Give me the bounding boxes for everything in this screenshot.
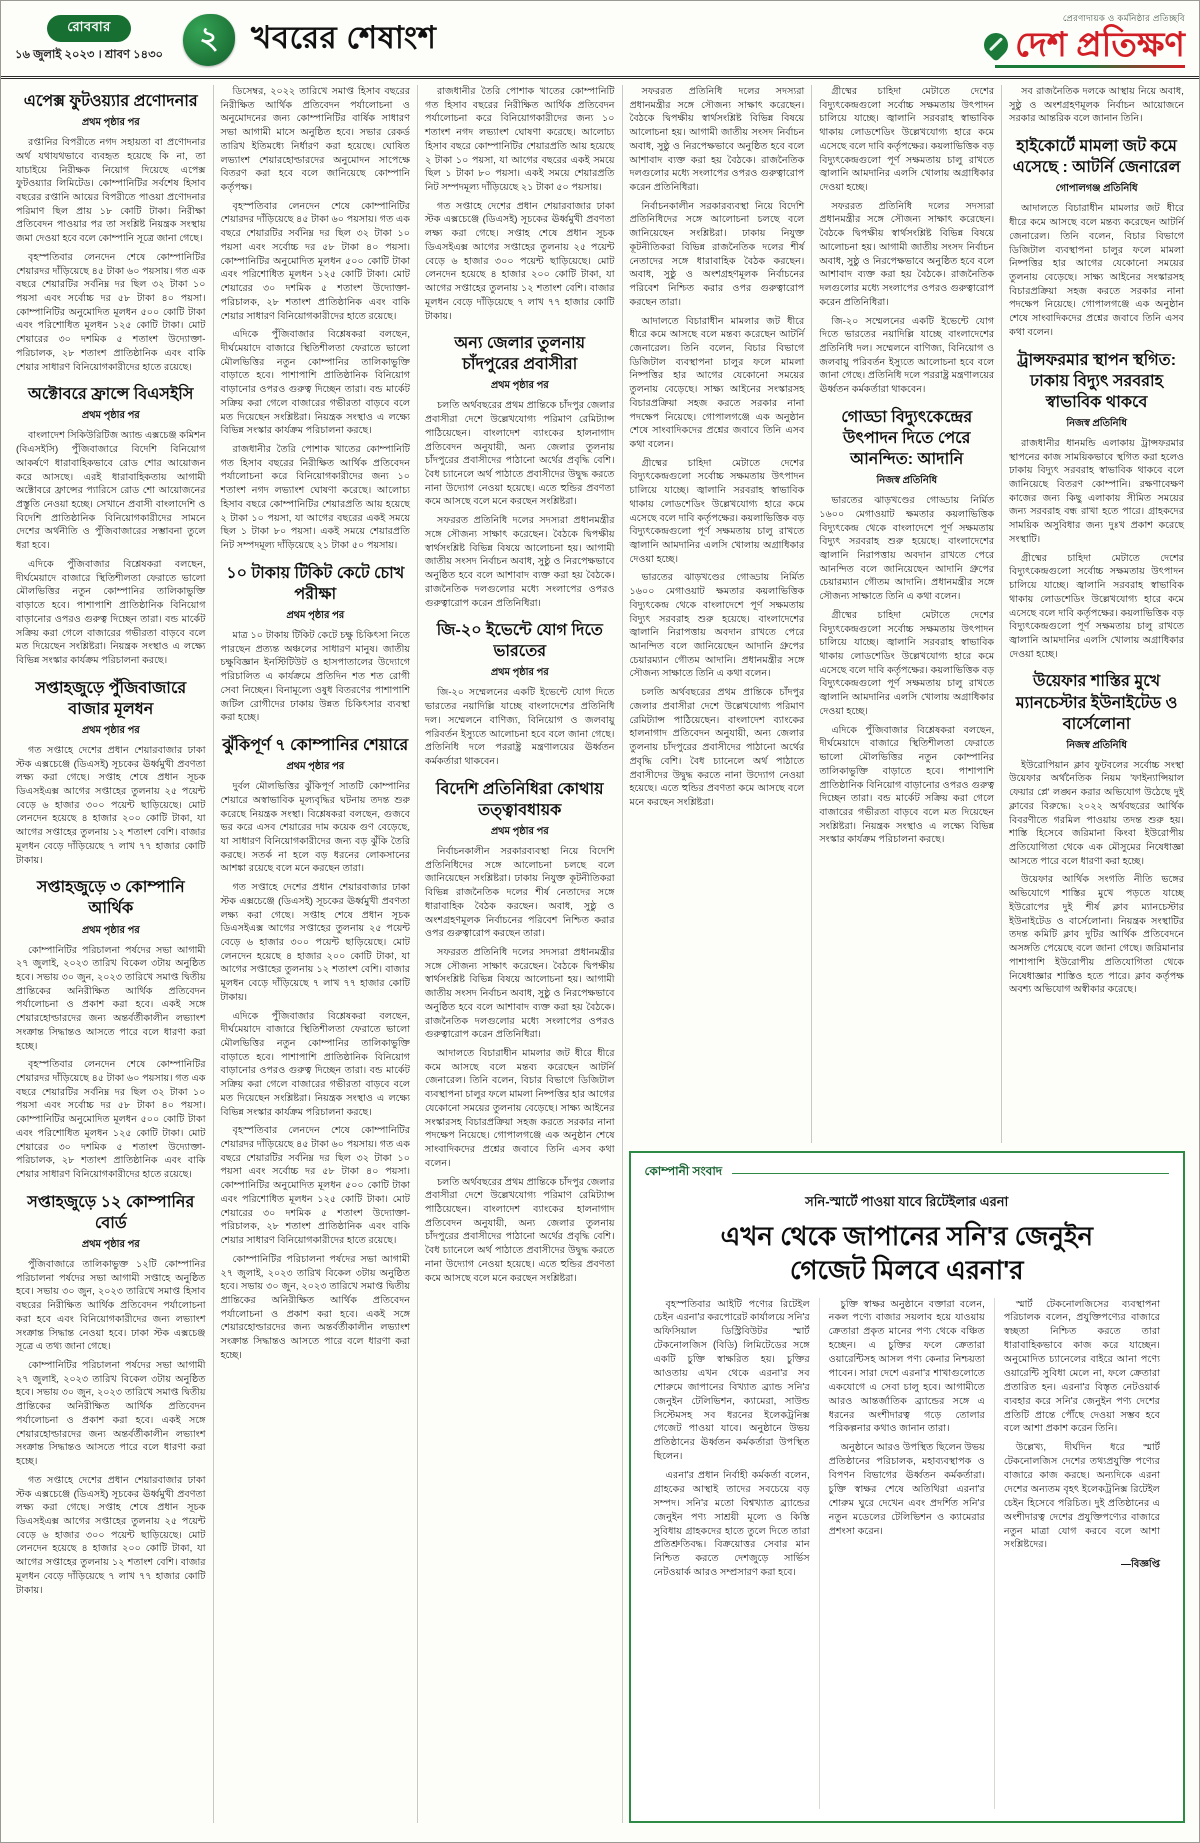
box-column-3 (995, 1298, 1169, 1809)
article-paragraph: ডিসেম্বর, ২০২২ তারিখে সমাপ্ত হিসাব বছরের নিরীক্ষিত আর্থিক প্রতিবেদন পর্যালোচনা ও অনুমোদনের জন্য কোম্পানিটির বার্ষিক সাধারণ সভা আগামী মাসে অনুষ্ঠিত হবে। সভার রেকর্ড তারিখ ইতিমধ্যে নির্ধারণ করা হয়েছে। ঘোষিত লভ্যাংশ শেয়ারহোল্ডারদের অনুমোদন সাপেক্ষে বিতরণ করা হবে বলে জানিয়েছে কোম্পানি কর্তৃপক্ষ। (220, 86, 410, 194)
continued-label: প্রথম পৃষ্ঠার পর (490, 825, 549, 837)
article-paragraph: আদালতে বিচারাধীন মামলার জট ধীরে ধীরে কমে আসছে বলে মন্তব্য করেছেন আটর্নি জেনারেল। তিনি বলেন, বিচার বিভাগে ডিজিটাল ব্যবস্থাপনা চালুর ফলে মামলা নিষ্পত্তির হার আগের যেকোনো সময়ের তুলনায় বেড়েছে। সাক্ষ্য আইনের সংস্কারসহ বিচারপ্রক্রিয়া সহজ করতে সরকার নানা পদক্ষেপ নিয়েছে। গোপালগঞ্জে এক অনুষ্ঠান শেষে সাংবাদিকদের প্রশ্নের জবাবে তিনি এসব কথা বলেন। (629, 315, 805, 450)
article-paragraph: গ্রীষ্মের চাহিদা মেটাতে দেশের বিদ্যুৎকেন্দ্রগুলো সর্বোচ্চ সক্ষমতায় উৎপাদন চালিয়ে যাচ্ছে। জ্বালানি সরবরাহ স্বাভাবিক থাকায় লোডশেডিং উল্লেখযোগ্য হারে কমে এসেছে বলে দাবি কর্তৃপক্ষের। কয়লাভিত্তিক বড় বিদ্যুৎকেন্দ্রগুলো পূর্ণ সক্ষমতায় চালু রাখতে জ্বালানি আমদানির এলসি খোলায় অগ্রাধিকার দেওয়া হচ্ছে। (819, 609, 995, 717)
article-paragraph: সব রাজনৈতিক দলকে আস্থায় নিয়ে অবাধ, সুষ্ঠু ও অংশগ্রহণমূলক নির্বাচন আয়োজনে সরকার আন্তরিক বলে জানান তিনি। (1009, 86, 1184, 125)
article-paragraph: বৃহস্পতিবার লেনদেন শেষে কোম্পানিটির শেয়ারদর দাঁড়িয়েছে ৪৫ টাকা ৬০ পয়সায়। গত এক বছরে শেয়ারটির সর্বনিম্ন দর ছিল ৩২ টাকা ১০ পয়সা এবং সর্বোচ্চ দর ৫৮ টাকা ৪০ পয়সা। কোম্পানিটির অনুমোদিত মূলধন ৫০০ কোটি টাকা এবং পরিশোধিত মূলধন ১২৫ কোটি টাকা। মোট শেয়ারের ৩০ দশমিক ৫ শতাংশ উদ্যোক্তা-পরিচালক, ২৮ শতাংশ প্রাতিষ্ঠানিক এবং বাকি শেয়ার সাধারণ বিনিয়োগকারীদের হাতে রয়েছে। (16, 251, 206, 373)
article-paragraph: গত সপ্তাহে দেশের প্রধান শেয়ারবাজার ঢাকা স্টক এক্সচেঞ্জে (ডিএসই) সূচকের ঊর্ধ্বমুখী প্রবণতা লক্ষ্য করা গেছে। সপ্তাহ শেষে প্রধান সূচক ডিএসইএক্স আগের সপ্তাহের তুলনায় ২৫ পয়েন্ট বেড়ে ৬ হাজার ৩০০ পয়েন্ট ছাড়িয়েছে। মোট লেনদেন হয়েছে ৪ হাজার ২০০ কোটি টাকা, যা আগের সপ্তাহের তুলনায় ১২ শতাংশ বেশি। বাজার মূলধন বেড়ে দাঁড়িয়েছে ৭ লাখ ৭৭ হাজার কোটি টাকায়। (425, 200, 615, 322)
article-paragraph: গত সপ্তাহে দেশের প্রধান শেয়ারবাজার ঢাকা স্টক এক্সচেঞ্জে (ডিএসই) সূচকের ঊর্ধ্বমুখী প্রবণতা লক্ষ্য করা গেছে। সপ্তাহ শেষে প্রধান সূচক ডিএসইএক্স আগের সপ্তাহের তুলনায় ২৫ পয়েন্ট বেড়ে ৬ হাজার ৩০০ পয়েন্ট ছাড়িয়েছে। মোট লেনদেন হয়েছে ৪ হাজার ২০০ কোটি টাকা, যা আগের সপ্তাহের তুলনায় ১২ শতাংশ বেশি। বাজার মূলধন বেড়ে দাঁড়িয়েছে ৭ লাখ ৭৭ হাজার কোটি টাকায়। (16, 744, 206, 866)
continued-label: প্রথম পৃষ্ঠার পর (81, 1239, 140, 1250)
column-6 (1002, 85, 1191, 1143)
day-pill: রোববার (47, 15, 131, 42)
article-continuation (425, 85, 615, 323)
byline: গোপালগঞ্জ প্রতিনিধি (1055, 183, 1138, 195)
article-paragraph: রাজধানীর তৈরি পোশাক খাতের কোম্পানিটি গত হিসাব বছরের নিরীক্ষিত আর্থিক প্রতিবেদন পর্যালোচনা করে বিনিয়োগকারীদের জন্য ১০ শতাংশ নগদ লভ্যাংশ ঘোষণা করেছে। আলোচ্য হিসাব বছরে কোম্পানিটির শেয়ারপ্রতি আয় হয়েছে ২ টাকা ১০ পয়সা, যা আগের বছরের একই সময়ে ছিল ১ টাকা ৮০ পয়সা। একই সময়ে শেয়ারপ্রতি নিট সম্পদমূল্য দাঁড়িয়েছে ২১ টাকা ৫০ পয়সায়। (220, 443, 410, 551)
section-title: খবরের শেষাংশ (251, 19, 437, 55)
article-paragraph: নির্বাচনকালীন সরকারব্যবস্থা নিয়ে বিদেশি প্রতিনিধিদের সঙ্গে আলোচনা চলছে বলে জানিয়েছেন সংশ্লিষ্টরা। ঢাকায় নিযুক্ত কূটনীতিকরা বিভিন্ন রাজনৈতিক দলের শীর্ষ নেতাদের সঙ্গে ধারাবাহিক বৈঠক করছেন। অবাধ, সুষ্ঠু ও অংশগ্রহণমূলক নির্বাচনের পরিবেশ নিশ্চিত করার ওপর গুরুত্বারোপ করছেন তারা। (425, 845, 615, 940)
right-top-columns (623, 85, 1192, 1143)
article-headline: ঝুঁকিপূর্ণ ৭ কোম্পানির শেয়ারে (222, 736, 409, 754)
continued-label: প্রথম পৃষ্ঠার পর (81, 724, 140, 736)
article-paragraph: নির্বাচনকালীন সরকারব্যবস্থা নিয়ে বিদেশি প্রতিনিধিদের সঙ্গে আলোচনা চলছে বলে জানিয়েছেন সংশ্লিষ্টরা। ঢাকায় নিযুক্ত কূটনীতিকরা বিভিন্ন রাজনৈতিক দলের শীর্ষ নেতাদের সঙ্গে ধারাবাহিক বৈঠক করছেন। অবাধ, সুষ্ঠু ও অংশগ্রহণমূলক নির্বাচনের পরিবেশ নিশ্চিত করার ওপর গুরুত্বারোপ করছেন তারা। (629, 200, 805, 308)
article-paragraph: বৃহস্পতিবার আইটি পণ্যের রিটেইল চেইন এরনা'র করপোরেট কার্যালয়ে সনি'র অফিসিয়াল ডিস্ট্রিবিউটর স্মার্ট টেকনোলজিস (বিডি) লিমিটেডের সঙ্গে একটি চুক্তি স্বাক্ষরিত হয়। চুক্তির আওতায় এখন থেকে এরনা'র সব শোরুমে জাপানের বিখ্যাত ব্র্যান্ড সনি'র জেনুইন টেলিভিশন, ক্যামেরা, সাউন্ড সিস্টেমসহ সব ধরনের ইলেকট্রনিক্স গেজেট পাওয়া যাবে। অনুষ্ঠানে উভয় প্রতিষ্ঠানের ঊর্ধ্বতন কর্মকর্তারা উপস্থিত ছিলেন। (653, 1298, 810, 1463)
article-paragraph: মাত্র ১০ টাকায় টিকিট কেটে চক্ষু চিকিৎসা নিতে পারছেন প্রত্যন্ত অঞ্চলের সাধারণ মানুষ। জাতীয় চক্ষুবিজ্ঞান ইনস্টিটিউট ও হাসপাতালের উদ্যোগে পরিচালিত এ কার্যক্রমে প্রতিদিন শত শত রোগী সেবা নিচ্ছেন। বিনামূল্যে ওষুধ বিতরণের পাশাপাশি জটিল রোগীদের ঢাকায় উন্নত চিকিৎসার ব্যবস্থা করা হচ্ছে। (220, 629, 410, 724)
article-paragraph: উয়েফার আর্থিক সংগতি নীতি ভঙ্গের অভিযোগে শাস্তির মুখে পড়তে যাচ্ছে ইউরোপের দুই শীর্ষ ক্লাব ম্যানচেস্টার ইউনাইটেড ও বার্সেলোনা। নিয়ন্ত্রক সংস্থাটির তদন্ত কমিটি ক্লাব দুটির আর্থিক প্রতিবেদনে অসঙ্গতি পেয়েছে বলে জানা গেছে। জরিমানার পাশাপাশি ইউরোপীয় প্রতিযোগিতা থেকে নিষেধাজ্ঞার শাস্তিও হতে পারে। ক্লাব কর্তৃপক্ষ অবশ্য অভিযোগ অস্বীকার করেছে। (1009, 874, 1184, 996)
article-market-cap (16, 678, 206, 868)
date-line: ১৬ জুলাই ২০২৩ । শ্রাবণ ১৪৩০ (15, 48, 164, 61)
article-continuation (819, 85, 994, 397)
article-paragraph: কোম্পানিটির পরিচালনা পর্ষদের সভা আগামী ২৭ জুলাই, ২০২৩ তারিখ বিকেল ৩টায় অনুষ্ঠিত হবে। সভায় ৩০ জুন, ২০২৩ তারিখে সমাপ্ত দ্বিতীয় প্রান্তিকের অনিরীক্ষিত আর্থিক প্রতিবেদন পর্যালোচনা ও প্রকাশ করা হবে। একই সঙ্গে শেয়ারহোল্ডারদের জন্য অন্তর্বর্তীকালীন লভ্যাংশ সংক্রান্ত সিদ্ধান্তও আসতে পারে বলে ধারণা করা হচ্ছে। (16, 944, 206, 1052)
byline: নিজস্ব প্রতিনিধি (1066, 417, 1127, 429)
press-release-signoff: —বিজ্ঞপ্তি (1120, 1559, 1161, 1571)
article-paragraph: বাংলাদেশ সিকিউরিটিজ অ্যান্ড এক্সচেঞ্জ কমিশন (বিএসইসি) পুঁজিবাজারে বিদেশি বিনিয়োগ আকর্ষণে ধারাবাহিকভাবে রোড শোর আয়োজন করে আসছে। এরই ধারাবাহিকতায় আগামী অক্টোবরে ফ্রান্সের প্যারিসে রোড শো আয়োজনের প্রস্তুতি নেওয়া হচ্ছে। সেখানে প্রবাসী বাংলাদেশি ও বিদেশি প্রাতিষ্ঠানিক বিনিয়োগকারীদের সামনে দেশের অর্থনীতি ও পুঁজিবাজারের সম্ভাবনা তুলে ধরা হবে। (16, 430, 206, 552)
article-headline: ট্রান্সফরমার স্থাপন স্থগিত: ঢাকায় বিদ্যুৎ সরবরাহ স্বাভাবিক থাকবে (1017, 351, 1177, 411)
article-g20 (425, 620, 615, 769)
newspaper-logo (984, 12, 1185, 68)
article-paragraph: ভারতের ঝাড়খণ্ডের গোড্ডায় নির্মিত ১৬০০ মেগাওয়াট ক্ষমতার কয়লাভিত্তিক বিদ্যুৎকেন্দ্র থেকে বাংলাদেশে পূর্ণ সক্ষমতায় বিদ্যুৎ সরবরাহ শুরু হয়েছে। বাংলাদেশের জ্বালানি নিরাপত্তায় অবদান রাখতে পেরে আনন্দিত বলে জানিয়েছেন আদানি গ্রুপের চেয়ারম্যান গৌতম আদানি। প্রধানমন্ত্রীর সঙ্গে সৌজন্য সাক্ষাতে তিনি এ কথা বলেন। (629, 572, 805, 680)
article-paragraph: এদিকে পুঁজিবাজার বিশ্লেষকরা বলছেন, দীর্ঘমেয়াদে বাজারে স্থিতিশীলতা ফেরাতে ভালো মৌলভিত্তির নতুন কোম্পানির তালিকাভুক্তি বাড়াতে হবে। পাশাপাশি প্রাতিষ্ঠানিক বিনিয়োগ বাড়ানোর ওপরও গুরুত্ব দিচ্ছেন তারা। বন্ড মার্কেট সক্রিয় করা গেলে বাজারের গভীরতা বাড়বে বলে মত দিয়েছেন সংশ্লিষ্টরা। নিয়ন্ত্রক সংস্থাও এ লক্ষ্যে বিভিন্ন সংস্কার কার্যক্রম পরিচালনা করছে। (16, 558, 206, 666)
article-paragraph: জি-২০ সম্মেলনের একটি ইভেন্টে যোগ দিতে ভারতের নয়াদিল্লি যাচ্ছে বাংলাদেশের প্রতিনিধি দল। সম্মেলনে বাণিজ্য, বিনিয়োগ ও জলবায়ু পরিবর্তন ইস্যুতে আলোচনা হবে বলে জানা গেছে। প্রতিনিধি দলে পররাষ্ট্র মন্ত্রণালয়ের ঊর্ধ্বতন কর্মকর্তারা থাকবেন। (819, 315, 995, 396)
article-paragraph: কোম্পানিটির পরিচালনা পর্ষদের সভা আগামী ২৭ জুলাই, ২০২৩ তারিখ বিকেল ৩টায় অনুষ্ঠিত হবে। সভায় ৩০ জুন, ২০২৩ তারিখে সমাপ্ত দ্বিতীয় প্রান্তিকের অনিরীক্ষিত আর্থিক প্রতিবেদন পর্যালোচনা ও প্রকাশ করা হবে। একই সঙ্গে শেয়ারহোল্ডারদের জন্য অন্তর্বর্তীকালীন লভ্যাংশ সংক্রান্ত সিদ্ধান্তও আসতে পারে বলে ধারণা করা হচ্ছে। (16, 1360, 206, 1468)
body-columns (1, 79, 1199, 1831)
continued-label: প্রথম পৃষ্ঠার পর (490, 380, 549, 392)
continued-label: প্রথম পৃষ্ঠার পর (490, 667, 549, 679)
article-headline: সপ্তাহজুড়ে ১২ কোম্পানির বোর্ড (27, 1193, 195, 1232)
article-paragraph: সফররত প্রতিনিধি দলের সদস্যরা প্রধানমন্ত্রীর সঙ্গে সৌজন্য সাক্ষাৎ করেছেন। বৈঠকে দ্বিপক্ষীয় স্বার্থসংশ্লিষ্ট বিভিন্ন বিষয়ে আলোচনা হয়। আগামী জাতীয় সংসদ নির্বাচন অবাধ, সুষ্ঠু ও নিরপেক্ষভাবে অনুষ্ঠিত হবে বলে আশাবাদ ব্যক্ত করা হয় বৈঠকে। রাজনৈতিক দলগুলোর মধ্যে সংলাপের ওপরও গুরুত্বারোপ করেন প্রতিনিধিরা। (425, 515, 615, 609)
article-headline: অক্টোবরে ফ্রান্সে বিএসইসি (28, 386, 194, 404)
article-paragraph: বৃহস্পতিবার লেনদেন শেষে কোম্পানিটির শেয়ারদর দাঁড়িয়েছে ৪৫ টাকা ৬০ পয়সায়। গত এক বছরে শেয়ারটির সর্বনিম্ন দর ছিল ৩২ টাকা ১০ পয়সা এবং সর্বোচ্চ দর ৫৮ টাকা ৪০ পয়সা। কোম্পানিটির অনুমোদিত মূলধন ৫০০ কোটি টাকা এবং পরিশোধিত মূলধন ১২৫ কোটি টাকা। মোট শেয়ারের ৩০ দশমিক ৫ শতাংশ উদ্যোক্তা-পরিচালক, ২৮ শতাংশ প্রাতিষ্ঠানিক এবং বাকি শেয়ার সাধারণ বিনিয়োগকারীদের হাতে রয়েছে। (220, 200, 410, 322)
box-kicker: সনি-স্মার্টে পাওয়া যাবে রিটেইলার এরনা (805, 1194, 1009, 1209)
article-paragraph: গত সপ্তাহে দেশের প্রধান শেয়ারবাজার ঢাকা স্টক এক্সচেঞ্জে (ডিএসই) সূচকের ঊর্ধ্বমুখী প্রবণতা লক্ষ্য করা গেছে। সপ্তাহ শেষে প্রধান সূচক ডিএসইএক্স আগের সপ্তাহের তুলনায় ২৫ পয়েন্ট বেড়ে ৬ হাজার ৩০০ পয়েন্ট ছাড়িয়েছে। মোট লেনদেন হয়েছে ৪ হাজার ২০০ কোটি টাকা, যা আগের সপ্তাহের তুলনায় ১২ শতাংশ বেশি। বাজার মূলধন বেড়ে দাঁড়িয়েছে ৭ লাখ ৭৭ হাজার কোটি টাকায়। (16, 1474, 206, 1596)
article-headline: ১০ টাকায় টিকিট কেটে চোখ পরীক্ষা (226, 564, 405, 603)
article-paragraph: এদিকে পুঁজিবাজার বিশ্লেষকরা বলছেন, দীর্ঘমেয়াদে বাজারে স্থিতিশীলতা ফেরাতে ভালো মৌলভিত্তির নতুন কোম্পানির তালিকাভুক্তি বাড়াতে হবে। পাশাপাশি প্রাতিষ্ঠানিক বিনিয়োগ বাড়ানোর ওপরও গুরুত্ব দিচ্ছেন তারা। বন্ড মার্কেট সক্রিয় করা গেলে বাজারের গভীরতা বাড়বে বলে মত দিয়েছেন সংশ্লিষ্টরা। নিয়ন্ত্রক সংস্থাও এ লক্ষ্যে বিভিন্ন সংস্কার কার্যক্রম পরিচালনা করছে। (819, 724, 995, 846)
article-paragraph: সফররত প্রতিনিধি দলের সদস্যরা প্রধানমন্ত্রীর সঙ্গে সৌজন্য সাক্ষাৎ করেছেন। বৈঠকে দ্বিপক্ষীয় স্বার্থসংশ্লিষ্ট বিভিন্ন বিষয়ে আলোচনা হয়। আগামী জাতীয় সংসদ নির্বাচন অবাধ, সুষ্ঠু ও নিরপেক্ষভাবে অনুষ্ঠিত হবে বলে আশাবাদ ব্যক্ত করা হয় বৈঠকে। রাজনৈতিক দলগুলোর মধ্যে সংলাপের ওপরও গুরুত্বারোপ করেন প্রতিনিধিরা। (819, 200, 995, 308)
article-headline: বিদেশি প্রতিনিধিরা কোথায় তত্ত্বাবধায়ক (435, 780, 604, 819)
article-paragraph: পুঁজিবাজারে তালিকাভুক্ত ১২টি কোম্পানির পরিচালনা পর্ষদের সভা আগামী সপ্তাহে অনুষ্ঠিত হবে। সভায় ৩০ জুন, ২০২৩ তারিখে সমাপ্ত হিসাব বছরের নিরীক্ষিত আর্থিক প্রতিবেদন পর্যালোচনা করা হবে এবং বিনিয়োগকারীদের জন্য লভ্যাংশ সংক্রান্ত সিদ্ধান্ত নেওয়া হবে। ঢাকা স্টক এক্সচেঞ্জ সূত্রে এ তথ্য জানা গেছে। (16, 1259, 206, 1353)
article-paragraph: চলতি অর্থবছরের প্রথম প্রান্তিকে চাঁদপুর জেলার প্রবাসীরা দেশে উল্লেখযোগ্য পরিমাণ রেমিট্যান্স পাঠিয়েছেন। বাংলাদেশ ব্যাংকের হালনাগাদ প্রতিবেদন অনুযায়ী, অন্য জেলার তুলনায় চাঁদপুরের প্রবাসীদের পাঠানো অর্থের প্রবৃদ্ধি বেশি। বৈধ চ্যানেলে অর্থ পাঠাতে প্রবাসীদের উদ্বুদ্ধ করতে নানা উদ্যোগ নেওয়া হয়েছে। এতে হুন্ডির প্রবণতা কমে আসছে বলে মনে করছেন সংশ্লিষ্টরা। (629, 687, 805, 808)
article-eye-ticket (221, 563, 411, 725)
article-paragraph: চলতি অর্থবছরের প্রথম প্রান্তিকে চাঁদপুর জেলার প্রবাসীরা দেশে উল্লেখযোগ্য পরিমাণ রেমিট্যান্স পাঠিয়েছেন। বাংলাদেশ ব্যাংকের হালনাগাদ প্রতিবেদন অনুযায়ী, অন্য জেলার তুলনায় চাঁদপুরের প্রবাসীদের পাঠানো অর্থের প্রবৃদ্ধি বেশি। বৈধ চ্যানেলে অর্থ পাঠাতে প্রবাসীদের উদ্বুদ্ধ করতে নানা উদ্যোগ নেওয়া হয়েছে। এতে হুন্ডির প্রবণতা কমে আসছে বলে মনে করছেন সংশ্লিষ্টরা। (425, 400, 615, 508)
article-paragraph: গ্রীষ্মের চাহিদা মেটাতে দেশের বিদ্যুৎকেন্দ্রগুলো সর্বোচ্চ সক্ষমতায় উৎপাদন চালিয়ে যাচ্ছে। জ্বালানি সরবরাহ স্বাভাবিক থাকায় লোডশেডিং উল্লেখযোগ্য হারে কমে এসেছে বলে দাবি কর্তৃপক্ষের। কয়লাভিত্তিক বড় বিদ্যুৎকেন্দ্রগুলো পূর্ণ সক্ষমতায় চালু রাখতে জ্বালানি আমদানির এলসি খোলায় অগ্রাধিকার দেওয়া হচ্ছে। (819, 86, 995, 194)
article-continuation (1009, 85, 1184, 126)
article-paragraph: চুক্তি স্বাক্ষর অনুষ্ঠানে বক্তারা বলেন, নকল পণ্যে বাজার সয়লাব হয়ে যাওয়ায় ক্রেতারা প্রকৃত মানের পণ্য থেকে বঞ্চিত হচ্ছেন। এ চুক্তির ফলে ক্রেতারা ওয়ারেন্টিসহ আসল পণ্য কেনার নিশ্চয়তা পাবেন। সারা দেশে এরনা'র শাখাগুলোতে একযোগে এ সেবা চালু হবে। আগামীতে আরও আন্তর্জাতিক ব্র্যান্ডের সঙ্গে এ ধরনের অংশীদারত্ব গড়ে তোলার পরিকল্পনার কথাও জানান তারা। (828, 1298, 985, 1435)
continued-label: প্রথম পৃষ্ঠার পর (81, 117, 140, 129)
article-continuation (221, 85, 411, 553)
article-paragraph: আদালতে বিচারাধীন মামলার জট ধীরে ধীরে কমে আসছে বলে মন্তব্য করেছেন আটর্নি জেনারেল। তিনি বলেন, বিচার বিভাগে ডিজিটাল ব্যবস্থাপনা চালুর ফলে মামলা নিষ্পত্তির হার আগের যেকোনো সময়ের তুলনায় বেড়েছে। সাক্ষ্য আইনের সংস্কারসহ বিচারপ্রক্রিয়া সহজ করতে সরকার নানা পদক্ষেপ নিয়েছে। গোপালগঞ্জে এক অনুষ্ঠান শেষে সাংবাদিকদের প্রশ্নের জবাবে তিনি এসব কথা বলেন। (1009, 203, 1184, 338)
article-headline: জি-২০ ইভেন্টে যোগ দিতে ভারতের (436, 622, 603, 661)
article-paragraph: স্মার্ট টেকনোলজিসের ব্যবস্থাপনা পরিচালক বলেন, প্রযুক্তিপণ্যের বাজারে স্বচ্ছতা নিশ্চিত করতে তারা ধারাবাহিকভাবে কাজ করে যাচ্ছেন। অনুমোদিত চ্যানেলের বাইরে আনা পণ্যে ওয়ারেন্টি সুবিধা মেলে না, ফলে ক্রেতারা প্রতারিত হন। এরনা'র বিস্তৃত নেটওয়ার্ক ব্যবহার করে সনি'র জেনুইন পণ্য দেশের প্রতিটি প্রান্তে পৌঁছে দেওয়া সম্ভব হবে বলে আশা প্রকাশ করেন তিনি। (1003, 1298, 1161, 1435)
article-headline: উয়েফার শাস্তির মুখে ম্যানচেস্টার ইউনাইটেড ও বার্সেলোনা (1015, 673, 1178, 733)
article-paragraph: গ্রীষ্মের চাহিদা মেটাতে দেশের বিদ্যুৎকেন্দ্রগুলো সর্বোচ্চ সক্ষমতায় উৎপাদন চালিয়ে যাচ্ছে। জ্বালানি সরবরাহ স্বাভাবিক থাকায় লোডশেডিং উল্লেখযোগ্য হারে কমে এসেছে বলে দাবি কর্তৃপক্ষের। কয়লাভিত্তিক বড় বিদ্যুৎকেন্দ্রগুলো পূর্ণ সক্ষমতায় চালু রাখতে জ্বালানি আমদানির এলসি খোলায় অগ্রাধিকার দেওয়া হচ্ছে। (1009, 552, 1184, 660)
column-4 (623, 85, 813, 1143)
article-paragraph: এদিকে পুঁজিবাজার বিশ্লেষকরা বলছেন, দীর্ঘমেয়াদে বাজারে স্থিতিশীলতা ফেরাতে ভালো মৌলভিত্তির নতুন কোম্পানির তালিকাভুক্তি বাড়াতে হবে। পাশাপাশি প্রাতিষ্ঠানিক বিনিয়োগ বাড়ানোর ওপরও গুরুত্ব দিচ্ছেন তারা। বন্ড মার্কেট সক্রিয় করা গেলে বাজারের গভীরতা বাড়বে বলে মত দিয়েছেন সংশ্লিষ্টরা। নিয়ন্ত্রক সংস্থাও এ লক্ষ্যে বিভিন্ন সংস্কার কার্যক্রম পরিচালনা করছে। (220, 329, 410, 437)
article-paragraph: সফররত প্রতিনিধি দলের সদস্যরা প্রধানমন্ত্রীর সঙ্গে সৌজন্য সাক্ষাৎ করেছেন। বৈঠকে দ্বিপক্ষীয় স্বার্থসংশ্লিষ্ট বিভিন্ন বিষয়ে আলোচনা হয়। আগামী জাতীয় সংসদ নির্বাচন অবাধ, সুষ্ঠু ও নিরপেক্ষভাবে অনুষ্ঠিত হবে বলে আশাবাদ ব্যক্ত করা হয় বৈঠকে। রাজনৈতিক দলগুলোর মধ্যে সংলাপের ওপরও গুরুত্বারোপ করেন প্রতিনিধিরা। (629, 86, 805, 194)
box-columns (645, 1298, 1170, 1809)
article-paragraph: গ্রীষ্মের চাহিদা মেটাতে দেশের বিদ্যুৎকেন্দ্রগুলো সর্বোচ্চ সক্ষমতায় উৎপাদন চালিয়ে যাচ্ছে। জ্বালানি সরবরাহ স্বাভাবিক থাকায় লোডশেডিং উল্লেখযোগ্য হারে কমে এসেছে বলে দাবি কর্তৃপক্ষের। কয়লাভিত্তিক বড় বিদ্যুৎকেন্দ্রগুলো পূর্ণ সক্ষমতায় চালু রাখতে জ্বালানি আমদানির এলসি খোলায় অগ্রাধিকার দেওয়া হচ্ছে। (629, 457, 805, 565)
article-paragraph: রাজধানীর তৈরি পোশাক খাতের কোম্পানিটি গত হিসাব বছরের নিরীক্ষিত আর্থিক প্রতিবেদন পর্যালোচনা করে বিনিয়োগকারীদের জন্য ১০ শতাংশ নগদ লভ্যাংশ ঘোষণা করেছে। আলোচ্য হিসাব বছরে কোম্পানিটির শেয়ারপ্রতি আয় হয়েছে ২ টাকা ১০ পয়সা, যা আগের বছরের একই সময়ে ছিল ১ টাকা ৮০ পয়সা। একই সময়ে শেয়ারপ্রতি নিট সম্পদমূল্য দাঁড়িয়েছে ২১ টাকা ৫০ পয়সায়। (425, 86, 615, 194)
newspaper-name: দেশ প্রতিক্ষণ (1015, 25, 1185, 64)
column-1 (9, 85, 214, 1823)
logo-accent-rule (995, 65, 1185, 68)
column-3 (418, 85, 623, 1823)
column-5 (812, 85, 1002, 1143)
article-paragraph: চলতি অর্থবছরের প্রথম প্রান্তিকে চাঁদপুর জেলার প্রবাসীরা দেশে উল্লেখযোগ্য পরিমাণ রেমিট্যান্স পাঠিয়েছেন। বাংলাদেশ ব্যাংকের হালনাগাদ প্রতিবেদন অনুযায়ী, অন্য জেলার তুলনায় চাঁদপুরের প্রবাসীদের পাঠানো অর্থের প্রবৃদ্ধি বেশি। বৈধ চ্যানেলে অর্থ পাঠাতে প্রবাসীদের উদ্বুদ্ধ করতে নানা উদ্যোগ নেওয়া হয়েছে। এতে হুন্ডির প্রবণতা কমে আসছে বলে মনে করছেন সংশ্লিষ্টরা। (425, 1176, 615, 1284)
continued-label: প্রথম পৃষ্ঠার পর (81, 924, 140, 936)
right-column-group (623, 85, 1192, 1823)
article-foreign-delegates (425, 779, 615, 1286)
page-header (1, 1, 1199, 79)
article-paragraph: অনুষ্ঠানে আরও উপস্থিত ছিলেন উভয় প্রতিষ্ঠানের পরিচালক, মহাব্যবস্থাপক ও বিপণন বিভাগের ঊর্ধ্বতন কর্মকর্তারা। চুক্তি স্বাক্ষর শেষে অতিথিরা এরনা'র শোরুম ঘুরে দেখেন এবং প্রদর্শিত সনি'র নতুন মডেলের টেলিভিশন ও ক্যামেরার প্রশংসা করেন। (828, 1442, 985, 1537)
article-bsec-france (16, 384, 206, 667)
company-news-label: কোম্পানী সংবাদ (644, 1164, 723, 1178)
article-paragraph: রাজধানীর ধানমন্ডি এলাকায় ট্রান্সফরমার স্থাপনের কাজ সাময়িকভাবে স্থগিত করা হলেও ঢাকায় বিদ্যুৎ সরবরাহ স্বাভাবিক থাকবে বলে জানিয়েছে বিতরণ কোম্পানি। রক্ষণাবেক্ষণ কাজের জন্য কিছু এলাকায় সীমিত সময়ের জন্য সরবরাহ বন্ধ রাখা হতে পারে। গ্রাহকদের সাময়িক অসুবিধার জন্য দুঃখ প্রকাশ করেছে সংস্থাটি। (1009, 437, 1184, 545)
article-paragraph: কোম্পানিটির পরিচালনা পর্ষদের সভা আগামী ২৭ জুলাই, ২০২৩ তারিখ বিকেল ৩টায় অনুষ্ঠিত হবে। সভায় ৩০ জুন, ২০২৩ তারিখে সমাপ্ত দ্বিতীয় প্রান্তিকের অনিরীক্ষিত আর্থিক প্রতিবেদন পর্যালোচনা ও প্রকাশ করা হবে। একই সঙ্গে শেয়ারহোল্ডারদের জন্য অন্তর্বর্তীকালীন লভ্যাংশ সংক্রান্ত সিদ্ধান্তও আসতে পারে বলে ধারণা করা হচ্ছে। (220, 1253, 410, 1361)
article-highcourt (1009, 136, 1184, 339)
box-headline: এখন থেকে জাপানের সনি'র জেনুইন গেজেট মিলবে এরনা'র (720, 1221, 1094, 1285)
article-risky-seven (221, 735, 411, 1363)
leaf-logo-icon (979, 28, 1013, 62)
article-chandpur (425, 333, 615, 610)
day-date-block (15, 15, 163, 65)
article-paragraph: বৃহস্পতিবার লেনদেন শেষে কোম্পানিটির শেয়ারদর দাঁড়িয়েছে ৪৫ টাকা ৬০ পয়সায়। গত এক বছরে শেয়ারটির সর্বনিম্ন দর ছিল ৩২ টাকা ১০ পয়সা এবং সর্বোচ্চ দর ৫৮ টাকা ৪০ পয়সা। কোম্পানিটির অনুমোদিত মূলধন ৫০০ কোটি টাকা এবং পরিশোধিত মূলধন ১২৫ কোটি টাকা। মোট শেয়ারের ৩০ দশমিক ৫ শতাংশ উদ্যোক্তা-পরিচালক, ২৮ শতাংশ প্রাতিষ্ঠানিক এবং বাকি শেয়ার সাধারণ বিনিয়োগকারীদের হাতে রয়েছে। (16, 1059, 206, 1181)
article-headline: হাইকোর্টে মামলা জট কমে এসেছে : আটর্নি জেনারেল (1012, 138, 1181, 177)
page-number-badge (183, 14, 235, 66)
article-paragraph: জি-২০ সম্মেলনের একটি ইভেন্টে যোগ দিতে ভারতের নয়াদিল্লি যাচ্ছে বাংলাদেশের প্রতিনিধি দল। সম্মেলনে বাণিজ্য, বিনিয়োগ ও জলবায়ু পরিবর্তন ইস্যুতে আলোচনা হবে বলে জানা গেছে। প্রতিনিধি দলে পররাষ্ট্র মন্ত্রণালয়ের ঊর্ধ্বতন কর্মকর্তারা থাকবেন। (425, 687, 615, 768)
column-2 (214, 85, 419, 1823)
article-paragraph: রপ্তানির বিপরীতে নগদ সহায়তা বা প্রণোদনার অর্থ যথাযথভাবে ব্যবহৃত হয়েছে কি না, তা যাচাইয়ে নিরীক্ষক নিয়োগ দিয়েছে এপেক্স ফুটওয়্যার লিমিটেড। কোম্পানিটির সর্বশেষ হিসাব বছরের রপ্তানি আয়ের বিপরীতে পাওয়া প্রণোদনার পরিমাণ ছিল প্রায় ১৮ কোটি টাকা। নিরীক্ষা প্রতিবেদন পাওয়ার পর তা সংশ্লিষ্ট নিয়ন্ত্রক সংস্থায় জমা দেওয়া হবে বলে কোম্পানি সূত্রে জানা গেছে। (16, 137, 206, 245)
label-rule (732, 1173, 1169, 1174)
article-paragraph: ভারতের ঝাড়খণ্ডের গোড্ডায় নির্মিত ১৬০০ মেগাওয়াট ক্ষমতার কয়লাভিত্তিক বিদ্যুৎকেন্দ্র থেকে বাংলাদেশে পূর্ণ সক্ষমতায় বিদ্যুৎ সরবরাহ শুরু হয়েছে। বাংলাদেশের জ্বালানি নিরাপত্তায় অবদান রাখতে পেরে আনন্দিত বলে জানিয়েছেন আদানি গ্রুপের চেয়ারম্যান গৌতম আদানি। প্রধানমন্ত্রীর সঙ্গে সৌজন্য সাক্ষাতে তিনি এ কথা বলেন। (819, 495, 995, 603)
article-headline: এপেক্স ফুটওয়্যার প্রণোদনার (23, 93, 198, 110)
box-column-2 (820, 1298, 995, 1809)
article-paragraph: আদালতে বিচারাধীন মামলার জট ধীরে ধীরে কমে আসছে বলে মন্তব্য করেছেন আটর্নি জেনারেল। তিনি বলেন, বিচার বিভাগে ডিজিটাল ব্যবস্থাপনা চালুর ফলে মামলা নিষ্পত্তির হার আগের যেকোনো সময়ের তুলনায় বেড়েছে। সাক্ষ্য আইনের সংস্কারসহ বিচারপ্রক্রিয়া সহজ করতে সরকার নানা পদক্ষেপ নিয়েছে। গোপালগঞ্জে এক অনুষ্ঠান শেষে সাংবাদিকদের প্রশ্নের জবাবে তিনি এসব কথা বলেন। (425, 1048, 615, 1169)
article-paragraph: এদিকে পুঁজিবাজার বিশ্লেষকরা বলছেন, দীর্ঘমেয়াদে বাজারে স্থিতিশীলতা ফেরাতে ভালো মৌলভিত্তির নতুন কোম্পানির তালিকাভুক্তি বাড়াতে হবে। পাশাপাশি প্রাতিষ্ঠানিক বিনিয়োগ বাড়ানোর ওপরও গুরুত্ব দিচ্ছেন তারা। বন্ড মার্কেট সক্রিয় করা গেলে বাজারের গভীরতা বাড়বে বলে মত দিয়েছেন সংশ্লিষ্টরা। নিয়ন্ত্রক সংস্থাও এ লক্ষ্যে বিভিন্ন সংস্কার কার্যক্রম পরিচালনা করছে। (220, 1010, 410, 1118)
article-paragraph: সফররত প্রতিনিধি দলের সদস্যরা প্রধানমন্ত্রীর সঙ্গে সৌজন্য সাক্ষাৎ করেছেন। বৈঠকে দ্বিপক্ষীয় স্বার্থসংশ্লিষ্ট বিভিন্ন বিষয়ে আলোচনা হয়। আগামী জাতীয় সংসদ নির্বাচন অবাধ, সুষ্ঠু ও নিরপেক্ষভাবে অনুষ্ঠিত হবে বলে আশাবাদ ব্যক্ত করা হয় বৈঠকে। রাজনৈতিক দলগুলোর মধ্যে সংলাপের ওপরও গুরুত্বারোপ করেন প্রতিনিধিরা। (425, 947, 615, 1041)
article-paragraph: উল্লেখ্য, দীর্ঘদিন ধরে স্মার্ট টেকনোলজিস দেশের তথ্যপ্রযুক্তি পণ্যের বাজারে কাজ করছে। অন্যদিকে এরনা দেশের অন্যতম বৃহৎ ইলেকট্রনিক্স রিটেইল চেইন হিসেবে পরিচিত। দুই প্রতিষ্ঠানের এ অংশীদারত্ব দেশের প্রযুক্তিপণ্যের বাজারে নতুন মাত্রা যোগ করবে বলে আশা সংশ্লিষ্টদের। (1003, 1442, 1161, 1551)
byline: নিজস্ব প্রতিনিধি (876, 475, 937, 487)
continued-label: প্রথম পৃষ্ঠার পর (286, 609, 345, 621)
article-apex (16, 91, 206, 374)
article-headline: সপ্তাহজুড়ে ৩ কোম্পানি আর্থিক (36, 879, 185, 918)
article-paragraph: এরনা'র প্রধান নির্বাহী কর্মকর্তা বলেন, গ্রাহকের আস্থাই তাদের সবচেয়ে বড় সম্পদ। সনি'র মতো বিশ্বখ্যাত ব্র্যান্ডের জেনুইন পণ্য সাশ্রয়ী মূল্যে ও কিস্তি সুবিধায় গ্রাহকদের হাতে তুলে দিতে তারা প্রতিশ্রুতিবদ্ধ। বিক্রয়োত্তর সেবার মান নিশ্চিত করতে দেশজুড়ে সার্ভিস নেটওয়ার্ক আরও সম্প্রসারণ করা হবে। (653, 1470, 810, 1579)
page-number: ২ (199, 22, 219, 55)
article-headline: গোড্ডা বিদ্যুৎকেন্দ্রের উৎপাদন দিতে পেরে আনন্দিত: আদানি (841, 408, 973, 469)
article-paragraph: ইউরোপিয়ান ক্লাব ফুটবলের সর্বোচ্চ সংস্থা উয়েফার অর্থনৈতিক নিয়ম 'ফাইন্যান্সিয়াল ফেয়ার প্লে' লঙ্ঘন করার অভিযোগ উঠেছে দুই ক্লাবের বিরুদ্ধে। ২০২২ অর্থবছরের আর্থিক বিবরণীতে গরমিল পাওয়ায় তদন্ত শুরু হয়। শাস্তি হিসেবে জরিমানা কিংবা ইউরোপীয় প্রতিযোগিতা থেকে এক মৌসুমের নিষেধাজ্ঞা আসতে পারে বলে ধারণা করা হচ্ছে। (1009, 759, 1184, 867)
article-three-financial (16, 877, 206, 1181)
company-news-box (629, 1151, 1186, 1823)
box-column-1 (645, 1298, 820, 1809)
newspaper-tagline: প্রেরণাদায়ক ও কর্মনিষ্ঠার প্রতিচ্ছবি (1062, 12, 1185, 23)
article-twelve-board (16, 1192, 206, 1597)
article-paragraph: গত সপ্তাহে দেশের প্রধান শেয়ারবাজার ঢাকা স্টক এক্সচেঞ্জে (ডিএসই) সূচকের ঊর্ধ্বমুখী প্রবণতা লক্ষ্য করা গেছে। সপ্তাহ শেষে প্রধান সূচক ডিএসইএক্স আগের সপ্তাহের তুলনায় ২৫ পয়েন্ট বেড়ে ৬ হাজার ৩০০ পয়েন্ট ছাড়িয়েছে। মোট লেনদেন হয়েছে ৪ হাজার ২০০ কোটি টাকা, যা আগের সপ্তাহের তুলনায় ১২ শতাংশ বেশি। বাজার মূলধন বেড়ে দাঁড়িয়েছে ৭ লাখ ৭৭ হাজার কোটি টাকায়। (220, 882, 410, 1003)
continued-label: প্রথম পৃষ্ঠার পর (286, 761, 345, 773)
continued-label: প্রথম পৃষ্ঠার পর (81, 410, 140, 422)
article-headline: অন্য জেলার তুলনায় চাঁদপুরের প্রবাসীরা (454, 335, 586, 374)
article-uefa (1009, 671, 1184, 997)
article-paragraph: বৃহস্পতিবার লেনদেন শেষে কোম্পানিটির শেয়ারদর দাঁড়িয়েছে ৪৫ টাকা ৬০ পয়সায়। গত এক বছরে শেয়ারটির সর্বনিম্ন দর ছিল ৩২ টাকা ১০ পয়সা এবং সর্বোচ্চ দর ৫৮ টাকা ৪০ পয়সা। কোম্পানিটির অনুমোদিত মূলধন ৫০০ কোটি টাকা এবং পরিশোধিত মূলধন ১২৫ কোটি টাকা। মোট শেয়ারের ৩০ দশমিক ৫ শতাংশ উদ্যোক্তা-পরিচালক, ২৮ শতাংশ প্রাতিষ্ঠানিক এবং বাকি শেয়ার সাধারণ বিনিয়োগকারীদের হাতে রয়েছে। (220, 1125, 410, 1247)
byline: নিজস্ব প্রতিনিধি (1066, 739, 1127, 751)
article-adani (819, 407, 994, 847)
article-transformer (1009, 350, 1184, 662)
article-headline: সপ্তাহজুড়ে পুঁজিবাজারে বাজার মূলধন (35, 679, 187, 718)
article-paragraph: দুর্বল মৌলভিত্তির ঝুঁকিপূর্ণ সাতটি কোম্পানির শেয়ারে অস্বাভাবিক মূল্যবৃদ্ধির ঘটনায় তদন্ত শুরু করেছে নিয়ন্ত্রক সংস্থা। বিশ্লেষকরা বলছেন, গুজবে ভর করে এসব শেয়ারের দাম কয়েক গুণ বেড়েছে, যা সাধারণ বিনিয়োগকারীদের জন্য বড় ঝুঁকি তৈরি করছে। সতর্ক না হলে বড় ধরনের লোকসানের আশঙ্কা রয়েছে বলে মনে করছেন তারা। (220, 781, 410, 875)
article-continuation (630, 85, 805, 810)
